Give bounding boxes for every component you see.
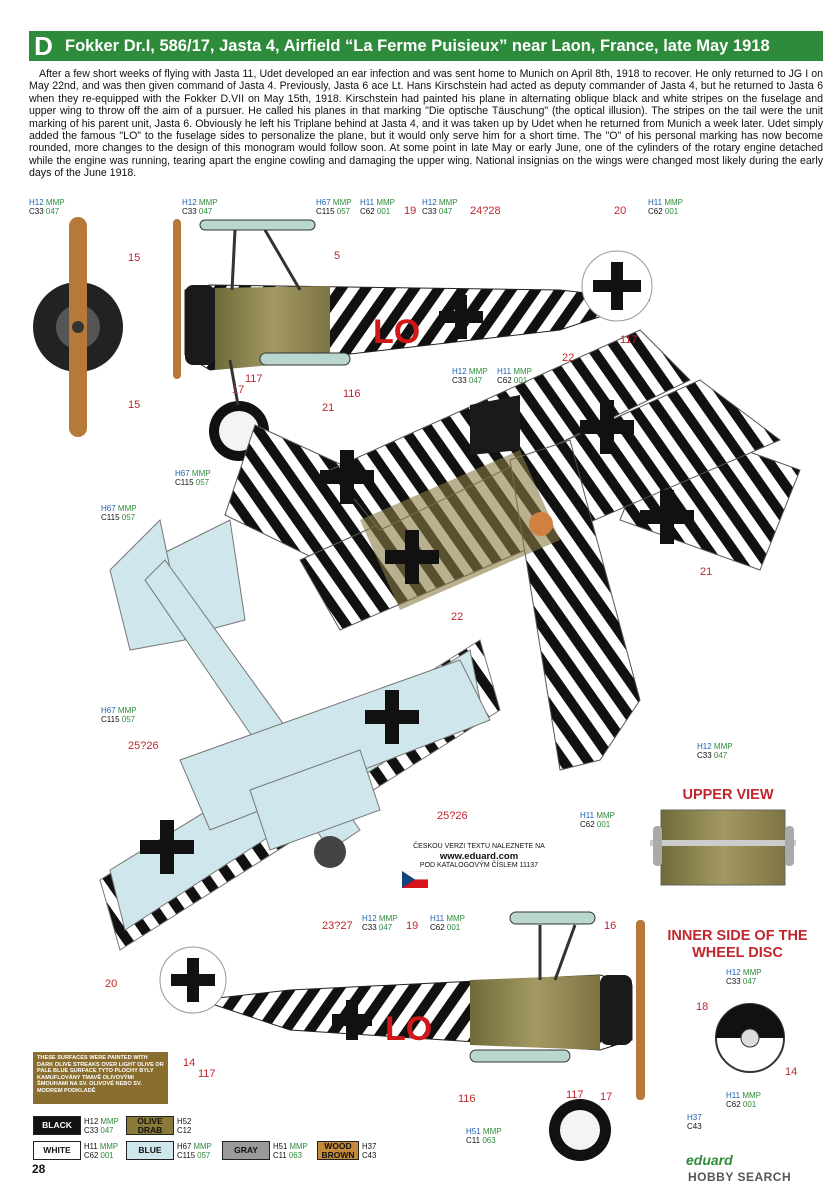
paint-code-row	[422, 207, 458, 216]
paint-code-row	[430, 914, 465, 923]
callout-number: 24?28	[470, 205, 501, 217]
mmp-code: MMP	[196, 198, 218, 207]
legend-item-white	[33, 1141, 118, 1160]
mmp-code: MMP	[466, 367, 488, 376]
paint-code	[422, 198, 458, 216]
legend-code-row	[273, 1151, 308, 1160]
c-color-code: C33	[362, 923, 377, 932]
mmp-code: MMP	[594, 811, 615, 820]
legend-code-row	[177, 1151, 212, 1160]
mmp-number: 047	[436, 207, 453, 216]
mmp-number: 063	[286, 1150, 302, 1160]
legend-swatch: WOOD BROWN	[317, 1141, 359, 1160]
mmp-code: MMP	[511, 367, 532, 376]
legend-code-row	[362, 1142, 376, 1151]
wheel-disc-inner	[716, 1004, 784, 1072]
paint-code-row	[726, 1100, 761, 1109]
paint-code-row	[175, 478, 211, 487]
paint-code	[101, 706, 137, 724]
paint-code	[726, 968, 762, 986]
paint-code	[687, 1113, 702, 1131]
paint-code	[580, 811, 615, 829]
legend-code-row	[177, 1117, 191, 1126]
c-color-code: C115	[101, 513, 120, 522]
callout-number: 19	[406, 920, 419, 932]
paint-code-row	[175, 469, 211, 478]
hobby-color-code: H37	[362, 1141, 377, 1151]
callout-number: 20	[614, 205, 627, 217]
czech-flag-icon	[402, 871, 428, 888]
mmp-number: 047	[43, 207, 60, 216]
mmp-code: MMP	[740, 968, 762, 977]
paint-code	[182, 198, 218, 216]
paint-code-row	[182, 198, 218, 207]
callout-number: 21	[322, 402, 335, 414]
mmp-number: 057	[119, 715, 136, 724]
mmp-code: MMP	[662, 198, 683, 207]
legend-item-olive	[126, 1116, 191, 1135]
mmp-code: MMP	[374, 198, 395, 207]
hobbysearch-watermark: HOBBY SEARCH	[688, 1170, 792, 1184]
paint-code-row	[452, 376, 488, 385]
paint-code-row	[182, 207, 218, 216]
c-color-code: C115	[316, 207, 335, 216]
legend-code-row	[84, 1142, 118, 1151]
c-color-code: C11	[273, 1150, 287, 1160]
legend-swatch: BLACK	[33, 1116, 81, 1135]
callout-number: 17	[600, 1091, 613, 1103]
c-color-code: C33	[422, 207, 437, 216]
callout-number: 25?26	[437, 810, 468, 822]
paint-code-row	[29, 207, 65, 216]
paint-code-row	[430, 923, 465, 932]
paint-code-row	[316, 198, 352, 207]
hobby-color-code: H11	[648, 198, 663, 207]
paint-code-row	[648, 198, 683, 207]
mmp-code: MMP	[98, 1116, 119, 1126]
hobby-color-code: H37	[687, 1113, 702, 1122]
mmp-number: 001	[594, 820, 611, 829]
credit-block	[404, 843, 554, 870]
hobby-color-code: H51	[273, 1141, 288, 1151]
callout-number: 16	[604, 920, 617, 932]
legend-code-row	[362, 1151, 376, 1160]
hobby-color-code: H12	[452, 367, 467, 376]
paint-code-row	[580, 820, 615, 829]
paint-code-row	[422, 198, 458, 207]
callout-number: 117	[620, 334, 638, 346]
paint-code	[360, 198, 395, 216]
legend-code-row	[273, 1142, 308, 1151]
credit-line2: POD KATALOGOVÝM ČÍSLEM 11137	[419, 862, 539, 869]
hobby-color-code: H12	[362, 914, 377, 923]
inner-side-label: INNER SIDE OF THE WHEEL DISC	[667, 928, 808, 961]
paint-code-row	[29, 198, 65, 207]
legend-item-wood	[317, 1141, 376, 1160]
callout-number: 14	[183, 1057, 196, 1069]
legend-swatch: GRAY	[222, 1141, 270, 1160]
hobby-color-code: H11	[726, 1091, 741, 1100]
mmp-number: 047	[98, 1125, 114, 1135]
c-color-code: C12	[177, 1125, 192, 1135]
paint-code-row	[697, 742, 733, 751]
callout-number: 23?27	[322, 920, 353, 932]
c-color-code: C43	[362, 1150, 377, 1160]
hobby-color-code: H67	[101, 504, 116, 513]
camouflage-note: THESE SURFACES WERE PAINTED WITH DARK OLIVE STREAKS OVER LIGHT OLIVE OR PALE BLUE SURFACE TYTO PLOCHY BYLY KAMUFLOVÁNY TMAVĚ OLIVOVÝMI ŠMOUHAMI NA SV. OLIVOVÉ NEBO SV. MODREM PODKLADĚ	[33, 1052, 168, 1104]
paint-code	[101, 504, 137, 522]
hobby-color-code: H11	[360, 198, 375, 207]
c-color-code: C33	[452, 376, 467, 385]
mmp-code: MMP	[376, 914, 398, 923]
paint-code-row	[726, 968, 762, 977]
paint-code	[697, 742, 733, 760]
credit-line1: ČESKOU VERZI TEXTU NALEZNETE NA	[413, 843, 545, 850]
callout-number: 25?26	[128, 740, 159, 752]
legend-item-black	[33, 1116, 119, 1135]
mmp-number: 063	[480, 1136, 496, 1145]
callout-number: 117	[198, 1068, 216, 1080]
callout-number: 15	[128, 399, 141, 411]
hobby-color-code: H12	[422, 198, 437, 207]
paint-code	[316, 198, 352, 216]
mmp-number: 001	[511, 376, 528, 385]
c-color-code: C62	[84, 1150, 99, 1160]
mmp-number: 047	[711, 751, 728, 760]
paint-code-row	[648, 207, 683, 216]
paint-code-row	[697, 751, 733, 760]
credit-url[interactable]: www.eduard.com	[439, 851, 519, 862]
mmp-code: MMP	[115, 706, 137, 715]
c-color-code: C115	[175, 478, 194, 487]
mmp-number: 001	[662, 207, 679, 216]
upper-view-label: UPPER VIEW	[682, 787, 774, 803]
paint-code-row	[726, 977, 762, 986]
callout-number: 5	[334, 250, 341, 262]
paint-code	[430, 914, 465, 932]
c-color-code: C62	[726, 1100, 741, 1109]
legend-codes	[177, 1117, 191, 1135]
paint-code-row	[466, 1127, 502, 1136]
hobby-color-code: H12	[182, 198, 197, 207]
hobby-color-code: H51	[466, 1127, 481, 1136]
eduard-logo: eduard	[686, 1152, 733, 1168]
hobby-color-code: H12	[697, 742, 712, 751]
hobby-color-code: H67	[177, 1141, 192, 1151]
paint-code	[362, 914, 398, 932]
mmp-number: 001	[740, 1100, 757, 1109]
c-color-code: C43	[687, 1122, 702, 1131]
mmp-code: MMP	[436, 198, 458, 207]
mmp-number: 057	[119, 513, 136, 522]
mmp-code: MMP	[444, 914, 465, 923]
c-color-code: C62	[580, 820, 595, 829]
legend-swatch: WHITE	[33, 1141, 81, 1160]
legend-codes	[177, 1142, 212, 1160]
legend-code-row	[177, 1126, 191, 1135]
callout-number: 116	[343, 388, 361, 400]
paint-code-row	[101, 513, 137, 522]
side-profile-right	[160, 912, 645, 1161]
mmp-code: MMP	[330, 198, 352, 207]
legend-item-blue	[126, 1141, 212, 1160]
fuselage-marking-left: LO	[373, 313, 421, 351]
mmp-number: 057	[334, 207, 351, 216]
paint-code-row	[360, 198, 395, 207]
mmp-number: 001	[374, 207, 391, 216]
mmp-code: MMP	[115, 504, 137, 513]
front-view	[33, 217, 123, 437]
mmp-number: 057	[193, 478, 210, 487]
mmp-number: 047	[740, 977, 757, 986]
hobby-color-code: H67	[175, 469, 190, 478]
mmp-code: MMP	[711, 742, 733, 751]
mmp-code: MMP	[287, 1141, 308, 1151]
paint-code	[648, 198, 683, 216]
callout-number: 20	[105, 978, 118, 990]
paint-code-row	[101, 504, 137, 513]
mmp-number: 001	[444, 923, 461, 932]
paint-code-row	[466, 1136, 502, 1145]
paint-code-row	[726, 1091, 761, 1100]
paint-code-row	[452, 367, 488, 376]
hobby-color-code: H12	[726, 968, 741, 977]
callout-number: 22	[451, 611, 464, 623]
callout-number: 17	[232, 384, 245, 396]
mmp-code: MMP	[191, 1141, 212, 1151]
callout-number: 15	[128, 252, 141, 264]
paint-code	[466, 1127, 502, 1145]
section-letter: D	[30, 32, 57, 60]
hobby-color-code: H67	[101, 706, 116, 715]
legend-codes	[362, 1142, 376, 1160]
paint-code	[175, 469, 211, 487]
callout-number: 21	[700, 566, 713, 578]
callout-number: 19	[404, 205, 417, 217]
hobby-color-code: H11	[430, 914, 445, 923]
c-color-code: C62	[497, 376, 512, 385]
mmp-code: MMP	[97, 1141, 119, 1151]
mmp-number: 047	[466, 376, 483, 385]
c-color-code: C33	[84, 1125, 99, 1135]
callout-number: 117	[566, 1089, 584, 1101]
c-color-code: C115	[101, 715, 120, 724]
c-color-code: C11	[466, 1136, 481, 1145]
c-color-code: C33	[182, 207, 197, 216]
callout-number: 116	[458, 1093, 476, 1105]
legend-code-row	[84, 1151, 118, 1160]
hobby-color-code: H11	[497, 367, 512, 376]
page-title: Fokker Dr.I, 586/17, Jasta 4, Airfield “La Ferme Puisieux” near Laon, France, late May 1918	[65, 36, 770, 55]
c-color-code: C62	[430, 923, 445, 932]
mmp-code: MMP	[480, 1127, 502, 1136]
paint-code-row	[360, 207, 395, 216]
c-color-code: C62	[360, 207, 375, 216]
hobby-color-code: H12	[29, 198, 44, 207]
mmp-code: MMP	[43, 198, 65, 207]
legend-swatch: OLIVE DRAB	[126, 1116, 174, 1135]
paint-code	[452, 367, 488, 385]
paint-code	[497, 367, 532, 385]
paint-code	[29, 198, 65, 216]
paint-code-row	[362, 923, 398, 932]
page-number: 28	[32, 1162, 46, 1176]
c-color-code: C115	[177, 1150, 196, 1160]
paint-code	[726, 1091, 761, 1109]
paint-code-row	[101, 706, 137, 715]
top-view-striped	[225, 330, 800, 770]
c-color-code: C33	[726, 977, 741, 986]
legend-code-row	[84, 1126, 119, 1135]
c-color-code: C33	[697, 751, 712, 760]
paint-code-row	[497, 367, 532, 376]
legend-code-row	[84, 1117, 119, 1126]
legend-code-row	[177, 1142, 212, 1151]
mmp-number: 001	[98, 1150, 114, 1160]
paint-code-row	[580, 811, 615, 820]
mmp-number: 047	[376, 923, 393, 932]
paint-code-row	[362, 914, 398, 923]
hobby-color-code: H67	[316, 198, 331, 207]
mmp-code: MMP	[189, 469, 211, 478]
callout-number: 14	[785, 1066, 798, 1078]
legend-codes	[273, 1142, 308, 1160]
legend-item-gray	[222, 1141, 308, 1160]
hobby-color-code: H11	[580, 811, 595, 820]
mmp-code: MMP	[740, 1091, 761, 1100]
callout-number: 22	[562, 352, 575, 364]
legend-codes	[84, 1142, 118, 1160]
fuselage-marking-right: LO	[385, 1010, 433, 1048]
hobby-color-code: H12	[84, 1116, 99, 1126]
legend-swatch: BLUE	[126, 1141, 174, 1160]
callout-number: 117	[245, 373, 263, 385]
paint-code-row	[101, 715, 137, 724]
c-color-code: C33	[29, 207, 44, 216]
history-description: After a few short weeks of flying with Jasta 11, Udet developed an ear infection and was sent home to Munich on April 8th, 1918 to recover. He only returned to JG I on May 22nd, and was then given command of Jasta 4. Previously, Jasta 6 ace Lt. Hans Kirschstein had acted as deputy commander of Jasta 4, but he returned to Jasta 6 when they re-equipped with the Fokker D.VII on May 15th, 1918. Kirschstein had painted his plane in alternating oblique black and white stripes on the fuselage and upper wing to throw off the aim of a pursuer. He called his planes in that marking "Die optische Täuschung" (the optical illusion). The stripes on the tail were the unit marking of his parent unit, Jasta 6. Obviously he left his Triplane behind at Jasta 4, and it was taken up by Udet when he returned from Munich a week later. Udet simply added the famous "LO" to the fuselage sides to personalize the plane, but it would only serve him for a short time. The "O" of his personal marking has now become rounded, more changes to the design of this monogram would follow soon. At some point in late May or early June, one of the cylinders of the rotary engine detached while the engine was running, tearing apart the engine cowling and damaging the upper wing. National insignias on the wings were changed most likely during the early days of the June 1918.	[29, 68, 823, 180]
mmp-number: 047	[196, 207, 213, 216]
hobby-color-code: H52	[177, 1116, 192, 1126]
paint-code-row	[497, 376, 532, 385]
upper-view-axle	[650, 810, 796, 885]
mmp-number: 057	[195, 1150, 211, 1160]
hobby-color-code: H11	[84, 1141, 98, 1151]
paint-code-row	[316, 207, 352, 216]
callout-number: 18	[696, 1001, 709, 1013]
c-color-code: C62	[648, 207, 663, 216]
legend-codes	[84, 1117, 119, 1135]
